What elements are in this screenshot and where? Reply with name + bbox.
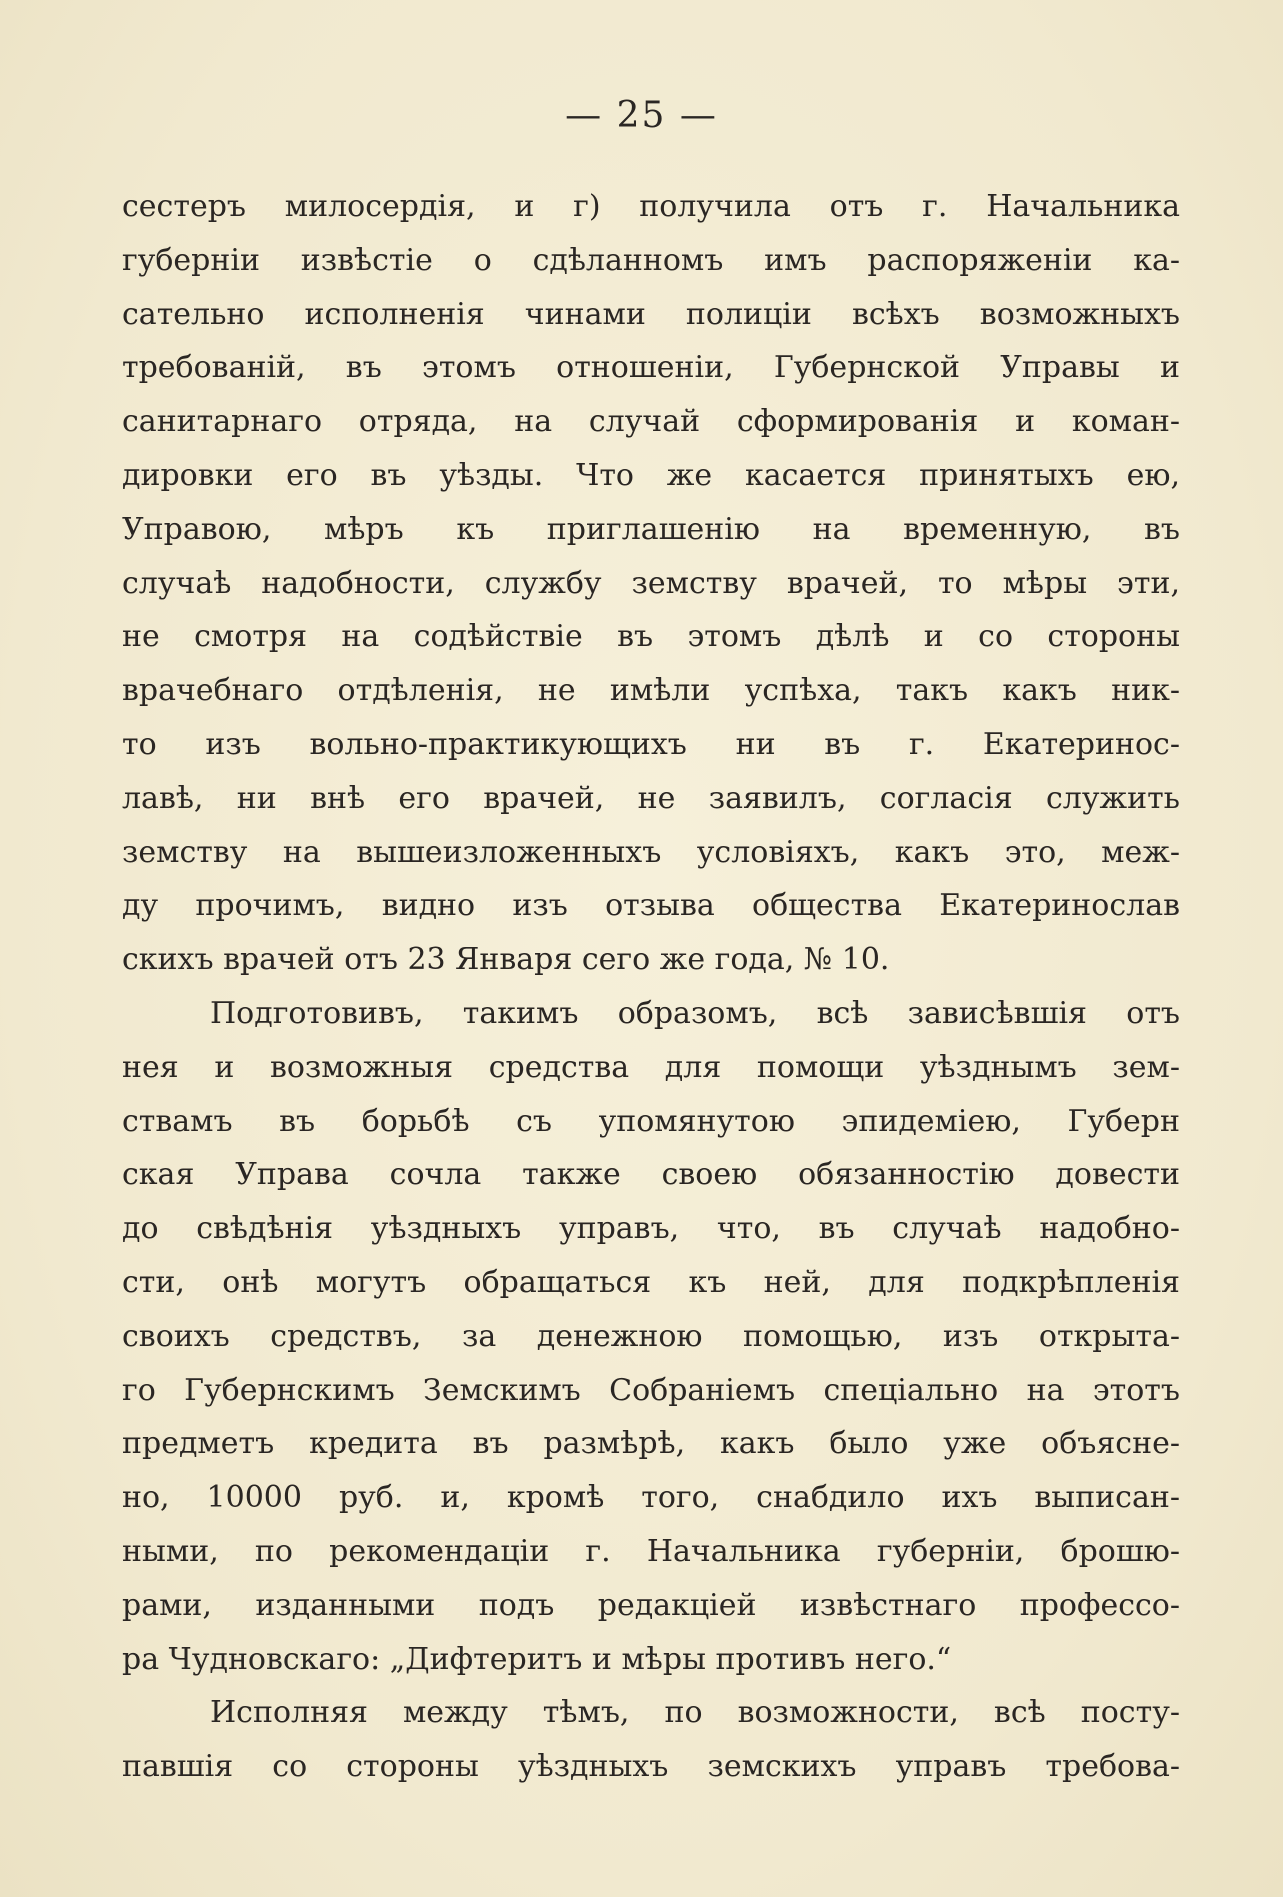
text-line: своихъ средствъ, за денежною помощью, изъ открыта- — [122, 1318, 1180, 1354]
text-line: но, 10000 руб. и, кромѣ того, снабдило ихъ выписан- — [122, 1480, 1180, 1516]
text-line: земству на вышеизложенныхъ условіяхъ, какъ это, меж- — [122, 834, 1180, 870]
text-line: до свѣдѣнія уѣздныхъ управъ, что, въ случаѣ надобно- — [122, 1211, 1180, 1247]
text-line: сестеръ милосердія, и г) получила отъ г. Начальника — [122, 189, 1180, 224]
body-text — [122, 180, 1180, 1794]
text-line: ными, по рекомендаціи г. Начальника губерніи, брошю- — [122, 1533, 1180, 1569]
text-line: ствамъ въ борьбѣ съ упомянутою эпидеміею, Губерн — [122, 1103, 1180, 1139]
text-line: ра Чудновскаго: „Дифтеритъ и мѣры противъ него.“ — [122, 1641, 952, 1677]
page-number: — 25 — — [565, 95, 718, 136]
text-line: ду прочимъ, видно изъ отзыва общества Екатеринослав — [122, 888, 1180, 924]
text-line: санитарнаго отряда, на случай сформированія и коман- — [122, 404, 1180, 440]
text-line: го Губернскимъ Земскимъ Собраніемъ спеціально на этотъ — [122, 1372, 1180, 1408]
text-line: сательно исполненія чинами полиціи всѣхъ возможныхъ — [122, 296, 1180, 332]
text-line: случаѣ надобности, службу земству врачей, то мѣры эти, — [122, 565, 1180, 601]
text-line: лавѣ, ни внѣ его врачей, не заявилъ, согласія служить — [122, 780, 1180, 816]
text-line: губерніи извѣстіе о сдѣланномъ имъ распоряженіи ка- — [122, 242, 1180, 278]
text-line: сти, онѣ могутъ обращаться къ ней, для подкрѣпленія — [122, 1264, 1180, 1300]
text-line: врачебнаго отдѣленія, не имѣли успѣха, такъ какъ ник- — [122, 673, 1180, 709]
text-line: дировки его въ уѣзды. Что же касается принятыхъ ею, — [122, 457, 1180, 493]
text-line: Исполняя между тѣмъ, по возможности, всѣ посту- — [210, 1695, 1180, 1731]
text-line: не смотря на содѣйствіе въ этомъ дѣлѣ и со стороны — [122, 619, 1180, 655]
text-line: нея и возможныя средства для помощи уѣзднымъ зем- — [122, 1049, 1180, 1085]
text-line: павшія со стороны уѣздныхъ земскихъ управъ требова- — [122, 1749, 1180, 1785]
text-line: то изъ вольно-практикующихъ ни въ г. Екатеринос- — [122, 726, 1180, 762]
text-line: ская Управа сочла также своею обязанностію довести — [122, 1157, 1180, 1193]
text-line: Управою, мѣръ къ приглашенію на временную, въ — [122, 511, 1180, 547]
text-line: требованій, въ этомъ отношеніи, Губернской Управы и — [122, 350, 1180, 386]
text-line: Подготовивъ, такимъ образомъ, всѣ зависѣвшія отъ — [210, 995, 1180, 1031]
text-line: предметъ кредита въ размѣрѣ, какъ было уже объясне- — [122, 1426, 1180, 1462]
text-line: рами, изданными подъ редакціей извѣстнаго профессо- — [122, 1587, 1180, 1623]
text-line: скихъ врачей отъ 23 Января сего же года, № 10. — [122, 942, 890, 978]
